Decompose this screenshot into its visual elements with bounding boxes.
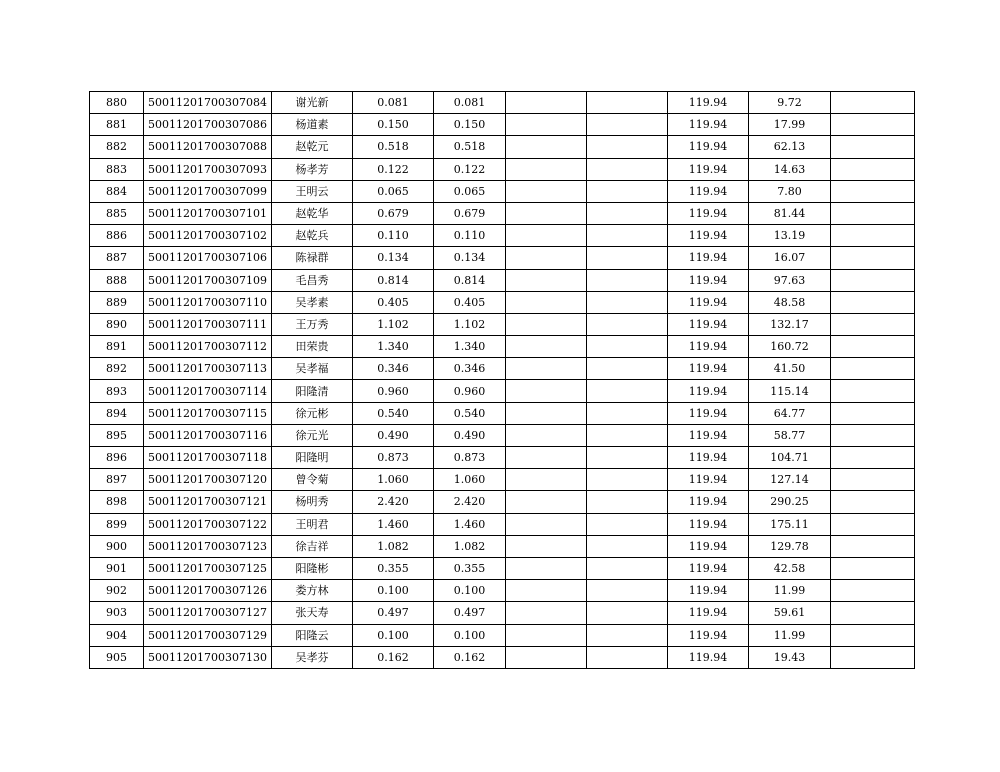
blank-cell-1 xyxy=(506,424,587,446)
remark-cell xyxy=(831,136,915,158)
rate-cell: 119.94 xyxy=(668,92,749,114)
id-code-cell: 50011201700307121 xyxy=(144,491,272,513)
name-cell: 徐吉祥 xyxy=(272,535,353,557)
name-cell: 张天寿 xyxy=(272,602,353,624)
value-b-cell: 1.340 xyxy=(434,336,506,358)
amount-cell: 14.63 xyxy=(749,158,831,180)
table-row xyxy=(90,136,915,158)
value-b-cell: 1.102 xyxy=(434,313,506,335)
value-b-cell: 0.518 xyxy=(434,136,506,158)
row-number-cell: 893 xyxy=(90,380,144,402)
blank-cell-1 xyxy=(506,402,587,424)
value-a-cell: 0.110 xyxy=(353,225,434,247)
row-number-cell: 895 xyxy=(90,424,144,446)
name-cell: 娄方林 xyxy=(272,580,353,602)
amount-cell: 160.72 xyxy=(749,336,831,358)
rate-cell: 119.94 xyxy=(668,424,749,446)
id-code-cell: 50011201700307106 xyxy=(144,247,272,269)
remark-cell xyxy=(831,624,915,646)
row-number-cell: 889 xyxy=(90,291,144,313)
value-a-cell: 0.873 xyxy=(353,447,434,469)
value-b-cell: 0.134 xyxy=(434,247,506,269)
rate-cell: 119.94 xyxy=(668,624,749,646)
row-number-cell: 903 xyxy=(90,602,144,624)
table-row xyxy=(90,202,915,224)
blank-cell-2 xyxy=(587,602,668,624)
value-a-cell: 0.540 xyxy=(353,402,434,424)
rate-cell: 119.94 xyxy=(668,336,749,358)
data-table xyxy=(89,91,915,669)
name-cell: 赵乾兵 xyxy=(272,225,353,247)
blank-cell-1 xyxy=(506,336,587,358)
name-cell: 杨明秀 xyxy=(272,491,353,513)
amount-cell: 115.14 xyxy=(749,380,831,402)
value-b-cell: 1.060 xyxy=(434,469,506,491)
amount-cell: 7.80 xyxy=(749,180,831,202)
value-b-cell: 0.405 xyxy=(434,291,506,313)
blank-cell-1 xyxy=(506,580,587,602)
value-a-cell: 0.065 xyxy=(353,180,434,202)
name-cell: 阳隆云 xyxy=(272,624,353,646)
remark-cell xyxy=(831,447,915,469)
blank-cell-1 xyxy=(506,291,587,313)
remark-cell xyxy=(831,557,915,579)
remark-cell xyxy=(831,580,915,602)
remark-cell xyxy=(831,491,915,513)
row-number-cell: 897 xyxy=(90,469,144,491)
id-code-cell: 50011201700307088 xyxy=(144,136,272,158)
value-a-cell: 0.100 xyxy=(353,580,434,602)
remark-cell xyxy=(831,402,915,424)
remark-cell xyxy=(831,336,915,358)
remark-cell xyxy=(831,602,915,624)
row-number-cell: 886 xyxy=(90,225,144,247)
value-a-cell: 0.814 xyxy=(353,269,434,291)
value-b-cell: 0.122 xyxy=(434,158,506,180)
row-number-cell: 900 xyxy=(90,535,144,557)
name-cell: 王明云 xyxy=(272,180,353,202)
amount-cell: 62.13 xyxy=(749,136,831,158)
id-code-cell: 50011201700307086 xyxy=(144,114,272,136)
table-row xyxy=(90,580,915,602)
value-a-cell: 0.405 xyxy=(353,291,434,313)
remark-cell xyxy=(831,380,915,402)
amount-cell: 48.58 xyxy=(749,291,831,313)
table-row xyxy=(90,336,915,358)
value-b-cell: 0.355 xyxy=(434,557,506,579)
id-code-cell: 50011201700307122 xyxy=(144,513,272,535)
rate-cell: 119.94 xyxy=(668,469,749,491)
rate-cell: 119.94 xyxy=(668,380,749,402)
name-cell: 杨孝芳 xyxy=(272,158,353,180)
remark-cell xyxy=(831,291,915,313)
row-number-cell: 883 xyxy=(90,158,144,180)
blank-cell-2 xyxy=(587,225,668,247)
table-row xyxy=(90,424,915,446)
table-row xyxy=(90,92,915,114)
remark-cell xyxy=(831,247,915,269)
amount-cell: 16.07 xyxy=(749,247,831,269)
amount-cell: 41.50 xyxy=(749,358,831,380)
id-code-cell: 50011201700307114 xyxy=(144,380,272,402)
remark-cell xyxy=(831,646,915,668)
value-b-cell: 0.490 xyxy=(434,424,506,446)
value-b-cell: 0.081 xyxy=(434,92,506,114)
value-b-cell: 0.162 xyxy=(434,646,506,668)
name-cell: 王万秀 xyxy=(272,313,353,335)
remark-cell xyxy=(831,269,915,291)
rate-cell: 119.94 xyxy=(668,491,749,513)
amount-cell: 129.78 xyxy=(749,535,831,557)
table-row xyxy=(90,602,915,624)
blank-cell-1 xyxy=(506,225,587,247)
remark-cell xyxy=(831,424,915,446)
value-b-cell: 0.679 xyxy=(434,202,506,224)
blank-cell-1 xyxy=(506,602,587,624)
rate-cell: 119.94 xyxy=(668,513,749,535)
table-row xyxy=(90,469,915,491)
value-a-cell: 1.460 xyxy=(353,513,434,535)
blank-cell-2 xyxy=(587,136,668,158)
id-code-cell: 50011201700307102 xyxy=(144,225,272,247)
amount-cell: 81.44 xyxy=(749,202,831,224)
remark-cell xyxy=(831,513,915,535)
id-code-cell: 50011201700307126 xyxy=(144,580,272,602)
blank-cell-1 xyxy=(506,513,587,535)
amount-cell: 42.58 xyxy=(749,557,831,579)
blank-cell-2 xyxy=(587,624,668,646)
row-number-cell: 891 xyxy=(90,336,144,358)
value-b-cell: 0.100 xyxy=(434,624,506,646)
remark-cell xyxy=(831,535,915,557)
value-a-cell: 2.420 xyxy=(353,491,434,513)
blank-cell-2 xyxy=(587,380,668,402)
id-code-cell: 50011201700307116 xyxy=(144,424,272,446)
blank-cell-2 xyxy=(587,469,668,491)
row-number-cell: 884 xyxy=(90,180,144,202)
blank-cell-1 xyxy=(506,557,587,579)
name-cell: 杨道素 xyxy=(272,114,353,136)
blank-cell-1 xyxy=(506,247,587,269)
amount-cell: 104.71 xyxy=(749,447,831,469)
name-cell: 阳隆明 xyxy=(272,447,353,469)
value-a-cell: 0.518 xyxy=(353,136,434,158)
remark-cell xyxy=(831,158,915,180)
name-cell: 田荣贵 xyxy=(272,336,353,358)
amount-cell: 19.43 xyxy=(749,646,831,668)
id-code-cell: 50011201700307113 xyxy=(144,358,272,380)
value-b-cell: 0.065 xyxy=(434,180,506,202)
blank-cell-2 xyxy=(587,269,668,291)
blank-cell-2 xyxy=(587,580,668,602)
remark-cell xyxy=(831,180,915,202)
id-code-cell: 50011201700307115 xyxy=(144,402,272,424)
table-row xyxy=(90,380,915,402)
amount-cell: 17.99 xyxy=(749,114,831,136)
rate-cell: 119.94 xyxy=(668,202,749,224)
amount-cell: 11.99 xyxy=(749,580,831,602)
blank-cell-2 xyxy=(587,557,668,579)
id-code-cell: 50011201700307111 xyxy=(144,313,272,335)
id-code-cell: 50011201700307127 xyxy=(144,602,272,624)
blank-cell-2 xyxy=(587,513,668,535)
name-cell: 曾令菊 xyxy=(272,469,353,491)
rate-cell: 119.94 xyxy=(668,580,749,602)
id-code-cell: 50011201700307118 xyxy=(144,447,272,469)
value-b-cell: 0.960 xyxy=(434,380,506,402)
rate-cell: 119.94 xyxy=(668,291,749,313)
blank-cell-1 xyxy=(506,92,587,114)
table-body xyxy=(90,92,915,669)
blank-cell-1 xyxy=(506,358,587,380)
remark-cell xyxy=(831,114,915,136)
blank-cell-1 xyxy=(506,313,587,335)
name-cell: 毛昌秀 xyxy=(272,269,353,291)
amount-cell: 59.61 xyxy=(749,602,831,624)
name-cell: 赵乾华 xyxy=(272,202,353,224)
name-cell: 王明君 xyxy=(272,513,353,535)
name-cell: 阳隆彬 xyxy=(272,557,353,579)
row-number-cell: 888 xyxy=(90,269,144,291)
row-number-cell: 890 xyxy=(90,313,144,335)
row-number-cell: 904 xyxy=(90,624,144,646)
id-code-cell: 50011201700307084 xyxy=(144,92,272,114)
table-row xyxy=(90,269,915,291)
blank-cell-2 xyxy=(587,424,668,446)
blank-cell-2 xyxy=(587,336,668,358)
id-code-cell: 50011201700307099 xyxy=(144,180,272,202)
value-a-cell: 0.100 xyxy=(353,624,434,646)
rate-cell: 119.94 xyxy=(668,402,749,424)
id-code-cell: 50011201700307120 xyxy=(144,469,272,491)
rate-cell: 119.94 xyxy=(668,158,749,180)
blank-cell-2 xyxy=(587,491,668,513)
value-b-cell: 0.497 xyxy=(434,602,506,624)
remark-cell xyxy=(831,92,915,114)
blank-cell-1 xyxy=(506,447,587,469)
amount-cell: 9.72 xyxy=(749,92,831,114)
id-code-cell: 50011201700307101 xyxy=(144,202,272,224)
rate-cell: 119.94 xyxy=(668,447,749,469)
blank-cell-1 xyxy=(506,202,587,224)
blank-cell-1 xyxy=(506,114,587,136)
remark-cell xyxy=(831,313,915,335)
value-b-cell: 0.100 xyxy=(434,580,506,602)
value-a-cell: 0.150 xyxy=(353,114,434,136)
amount-cell: 132.17 xyxy=(749,313,831,335)
value-a-cell: 0.679 xyxy=(353,202,434,224)
value-a-cell: 1.060 xyxy=(353,469,434,491)
rate-cell: 119.94 xyxy=(668,557,749,579)
table-row xyxy=(90,247,915,269)
rate-cell: 119.94 xyxy=(668,535,749,557)
blank-cell-2 xyxy=(587,247,668,269)
blank-cell-2 xyxy=(587,402,668,424)
value-b-cell: 0.110 xyxy=(434,225,506,247)
remark-cell xyxy=(831,469,915,491)
rate-cell: 119.94 xyxy=(668,646,749,668)
blank-cell-2 xyxy=(587,291,668,313)
value-a-cell: 0.355 xyxy=(353,557,434,579)
blank-cell-1 xyxy=(506,180,587,202)
id-code-cell: 50011201700307093 xyxy=(144,158,272,180)
value-b-cell: 0.814 xyxy=(434,269,506,291)
row-number-cell: 896 xyxy=(90,447,144,469)
row-number-cell: 905 xyxy=(90,646,144,668)
row-number-cell: 898 xyxy=(90,491,144,513)
name-cell: 吴孝芬 xyxy=(272,646,353,668)
value-a-cell: 0.122 xyxy=(353,158,434,180)
row-number-cell: 887 xyxy=(90,247,144,269)
value-a-cell: 0.497 xyxy=(353,602,434,624)
blank-cell-2 xyxy=(587,358,668,380)
remark-cell xyxy=(831,358,915,380)
table-row xyxy=(90,114,915,136)
table-row xyxy=(90,158,915,180)
blank-cell-2 xyxy=(587,92,668,114)
table-row xyxy=(90,291,915,313)
id-code-cell: 50011201700307109 xyxy=(144,269,272,291)
blank-cell-2 xyxy=(587,180,668,202)
table-row xyxy=(90,447,915,469)
blank-cell-1 xyxy=(506,136,587,158)
amount-cell: 11.99 xyxy=(749,624,831,646)
name-cell: 赵乾元 xyxy=(272,136,353,158)
row-number-cell: 882 xyxy=(90,136,144,158)
blank-cell-2 xyxy=(587,535,668,557)
name-cell: 徐元彬 xyxy=(272,402,353,424)
table-row xyxy=(90,358,915,380)
blank-cell-2 xyxy=(587,313,668,335)
blank-cell-1 xyxy=(506,380,587,402)
value-b-cell: 0.873 xyxy=(434,447,506,469)
amount-cell: 97.63 xyxy=(749,269,831,291)
table-row xyxy=(90,180,915,202)
blank-cell-1 xyxy=(506,158,587,180)
amount-cell: 64.77 xyxy=(749,402,831,424)
value-a-cell: 1.340 xyxy=(353,336,434,358)
table-row xyxy=(90,225,915,247)
name-cell: 陈禄群 xyxy=(272,247,353,269)
blank-cell-1 xyxy=(506,269,587,291)
name-cell: 吴孝福 xyxy=(272,358,353,380)
id-code-cell: 50011201700307123 xyxy=(144,535,272,557)
blank-cell-2 xyxy=(587,158,668,180)
table-row xyxy=(90,313,915,335)
value-b-cell: 0.150 xyxy=(434,114,506,136)
amount-cell: 58.77 xyxy=(749,424,831,446)
blank-cell-1 xyxy=(506,469,587,491)
id-code-cell: 50011201700307129 xyxy=(144,624,272,646)
rate-cell: 119.94 xyxy=(668,358,749,380)
remark-cell xyxy=(831,202,915,224)
row-number-cell: 881 xyxy=(90,114,144,136)
table-row xyxy=(90,646,915,668)
amount-cell: 13.19 xyxy=(749,225,831,247)
rate-cell: 119.94 xyxy=(668,225,749,247)
row-number-cell: 902 xyxy=(90,580,144,602)
row-number-cell: 899 xyxy=(90,513,144,535)
remark-cell xyxy=(831,225,915,247)
value-b-cell: 1.460 xyxy=(434,513,506,535)
rate-cell: 119.94 xyxy=(668,313,749,335)
rate-cell: 119.94 xyxy=(668,269,749,291)
table-row xyxy=(90,624,915,646)
value-b-cell: 1.082 xyxy=(434,535,506,557)
blank-cell-2 xyxy=(587,646,668,668)
table-row xyxy=(90,402,915,424)
name-cell: 阳隆清 xyxy=(272,380,353,402)
rate-cell: 119.94 xyxy=(668,602,749,624)
id-code-cell: 50011201700307125 xyxy=(144,557,272,579)
value-a-cell: 0.960 xyxy=(353,380,434,402)
row-number-cell: 880 xyxy=(90,92,144,114)
value-b-cell: 0.540 xyxy=(434,402,506,424)
value-a-cell: 0.134 xyxy=(353,247,434,269)
value-a-cell: 1.102 xyxy=(353,313,434,335)
blank-cell-2 xyxy=(587,447,668,469)
table-row xyxy=(90,557,915,579)
table-row xyxy=(90,535,915,557)
blank-cell-2 xyxy=(587,114,668,136)
name-cell: 谢光新 xyxy=(272,92,353,114)
blank-cell-2 xyxy=(587,202,668,224)
rate-cell: 119.94 xyxy=(668,180,749,202)
value-b-cell: 0.346 xyxy=(434,358,506,380)
blank-cell-1 xyxy=(506,624,587,646)
rate-cell: 119.94 xyxy=(668,136,749,158)
name-cell: 吴孝素 xyxy=(272,291,353,313)
value-a-cell: 0.081 xyxy=(353,92,434,114)
amount-cell: 290.25 xyxy=(749,491,831,513)
blank-cell-1 xyxy=(506,491,587,513)
value-a-cell: 0.346 xyxy=(353,358,434,380)
row-number-cell: 885 xyxy=(90,202,144,224)
name-cell: 徐元光 xyxy=(272,424,353,446)
value-a-cell: 0.162 xyxy=(353,646,434,668)
id-code-cell: 50011201700307112 xyxy=(144,336,272,358)
row-number-cell: 892 xyxy=(90,358,144,380)
value-a-cell: 1.082 xyxy=(353,535,434,557)
blank-cell-1 xyxy=(506,646,587,668)
table-row xyxy=(90,513,915,535)
table-row xyxy=(90,491,915,513)
row-number-cell: 901 xyxy=(90,557,144,579)
amount-cell: 127.14 xyxy=(749,469,831,491)
rate-cell: 119.94 xyxy=(668,247,749,269)
rate-cell: 119.94 xyxy=(668,114,749,136)
id-code-cell: 50011201700307130 xyxy=(144,646,272,668)
id-code-cell: 50011201700307110 xyxy=(144,291,272,313)
row-number-cell: 894 xyxy=(90,402,144,424)
amount-cell: 175.11 xyxy=(749,513,831,535)
blank-cell-1 xyxy=(506,535,587,557)
value-a-cell: 0.490 xyxy=(353,424,434,446)
value-b-cell: 2.420 xyxy=(434,491,506,513)
